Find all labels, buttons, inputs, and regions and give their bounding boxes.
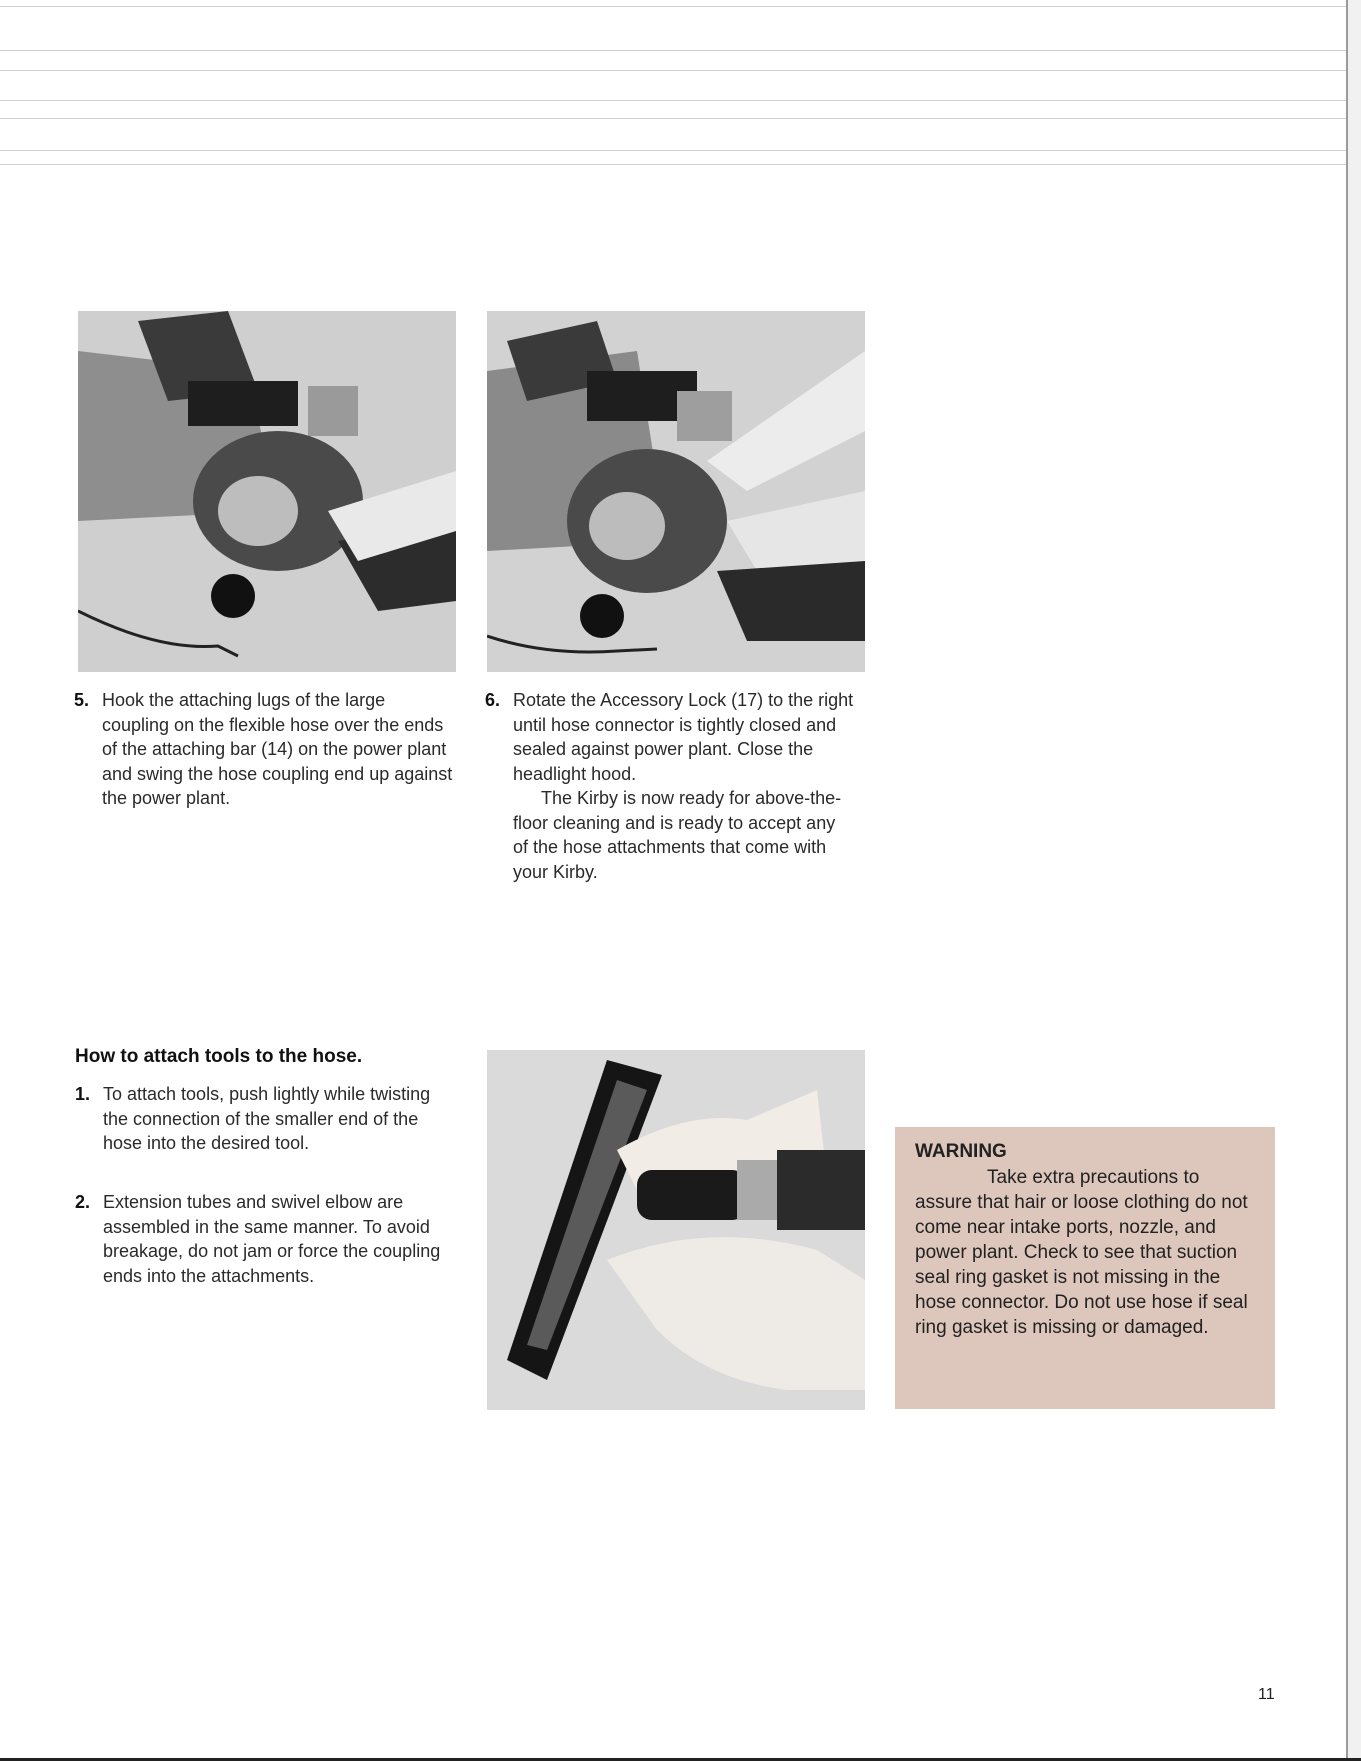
step-6 (485, 688, 855, 884)
top-rule (0, 70, 1348, 71)
warning-box (895, 1127, 1275, 1409)
step-number: 6. (485, 690, 501, 710)
step-number: 5. (74, 690, 90, 710)
step-text: Extension tubes and swivel elbow are assembled in the same manner. To avoid breakage, do not jam or force the coupling ends into the attachments. (103, 1192, 441, 1286)
step-text: To attach tools, push lightly while twisting the connection of the smaller end of the hose into the desired tool. (103, 1084, 431, 1153)
page-number: 11 (1258, 1686, 1275, 1703)
photo-hose-coupling (78, 311, 456, 672)
top-rule (0, 6, 1348, 7)
step-text: Rotate the Accessory Lock (17) to the right until hose connector is tightly closed and sealed against power plant. Close the headlight hood. (513, 690, 854, 784)
top-rule (0, 100, 1348, 101)
step-number: 1. (75, 1084, 91, 1104)
top-rule (0, 118, 1348, 119)
step-5 (74, 688, 454, 811)
step-1 (75, 1082, 445, 1156)
section-heading: How to attach tools to the hose. (75, 1046, 363, 1067)
warning-text: Take extra precautions to assure that hair or loose clothing do not come near intake ports, nozzle, and power plant. Check to see that suction seal ring gasket is not missing in the hose connector. Do not use hose if seal ring gasket is missing or damaged. (915, 1167, 1248, 1338)
page-right-edge (1346, 0, 1361, 1761)
warning-title: WARNING (915, 1141, 1007, 1162)
top-rule (0, 164, 1348, 165)
step-number: 2. (75, 1192, 91, 1212)
top-rule (0, 50, 1348, 51)
top-rule (0, 150, 1348, 151)
step-text-continuation: The Kirby is now ready for above-the-floor cleaning and is ready to accept any of the hose attachments that come with your Kirby. (513, 788, 842, 882)
step-text: Hook the attaching lugs of the large coupling on the flexible hose over the ends of the attaching bar (14) on the power plant and swing the hose coupling end up against the power plant. (102, 690, 453, 808)
photo-attach-tool (487, 1050, 865, 1410)
step-2 (75, 1190, 445, 1288)
photo-accessory-lock (487, 311, 865, 672)
